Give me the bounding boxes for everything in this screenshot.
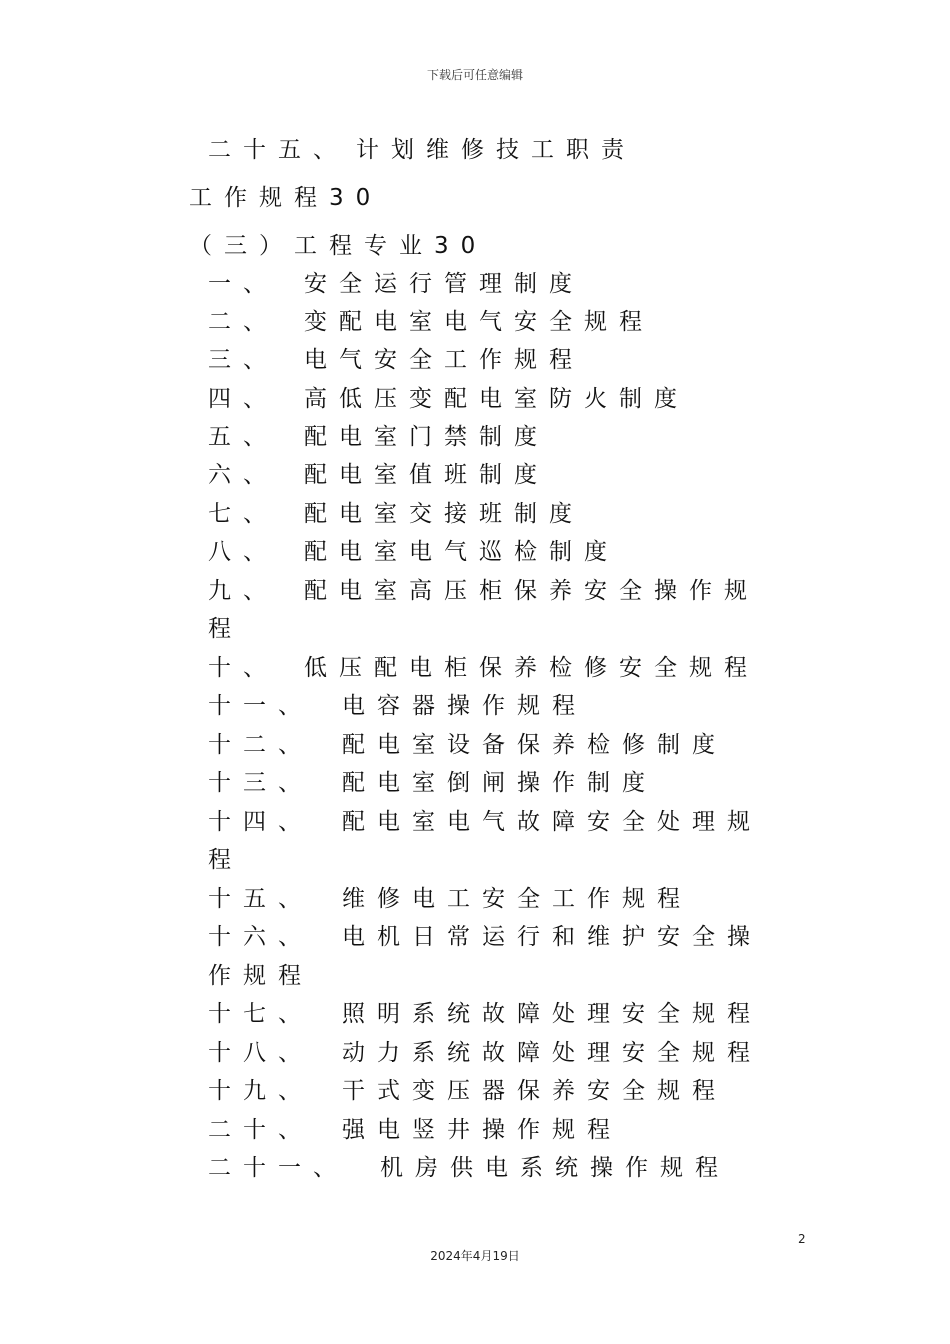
toc-title: 配电室设备保养检修制度	[342, 732, 727, 758]
toc-number: 十五、	[208, 886, 313, 912]
toc-entry	[208, 692, 587, 720]
toc-number: 一、	[208, 271, 278, 297]
toc-number: 十三、	[208, 770, 313, 796]
page-header: 下载后可任意编辑	[426, 68, 523, 82]
toc-number: 十七、	[208, 1001, 313, 1027]
toc-title: 配电室门禁制度	[304, 424, 549, 450]
toc-number: 十八、	[208, 1040, 313, 1066]
toc-number: 十二、	[208, 732, 313, 758]
toc-number: 三、	[208, 347, 278, 373]
toc-number: 十九、	[208, 1078, 313, 1104]
toc-number: 二、	[208, 309, 278, 335]
toc-title: 计划维修技工职责	[356, 137, 636, 163]
toc-title: 维修电工安全工作规程	[342, 886, 692, 912]
toc-entry	[208, 1039, 762, 1067]
toc-entry	[208, 1000, 762, 1028]
toc-title: 机房供电系统操作规程	[380, 1155, 730, 1181]
toc-number: 五、	[208, 424, 278, 450]
page-number: 2	[798, 1232, 806, 1246]
toc-number: 二十一、	[208, 1155, 348, 1181]
toc-title: 配电室倒闸操作制度	[342, 770, 657, 796]
toc-entry	[208, 461, 549, 489]
toc-title: 电机日常运行和维护安全操	[342, 924, 762, 950]
toc-entry	[208, 885, 692, 913]
toc-title: 配电室交接班制度	[304, 501, 584, 527]
toc-entry	[208, 385, 689, 413]
toc-title: 电容器操作规程	[342, 693, 587, 719]
toc-number: 十一、	[208, 693, 313, 719]
toc-title: 安全运行管理制度	[304, 271, 584, 297]
toc-section-heading: （三）工程专业30	[189, 233, 488, 259]
toc-entry	[208, 136, 636, 164]
page-footer-date: 2024年4月19日	[430, 1249, 520, 1263]
toc-entry	[208, 308, 654, 336]
toc-entry	[208, 808, 762, 836]
toc-title: 低压配电柜保养检修安全规程	[304, 655, 759, 681]
toc-number: 二十、	[208, 1117, 313, 1143]
toc-title: 高低压变配电室防火制度	[304, 386, 689, 412]
toc-title: 照明系统故障处理安全规程	[342, 1001, 762, 1027]
toc-entry	[208, 538, 619, 566]
toc-title: 电气安全工作规程	[304, 347, 584, 373]
toc-continuation: 工作规程30	[189, 185, 383, 211]
toc-title: 变配电室电气安全规程	[304, 309, 654, 335]
toc-entry	[208, 346, 584, 374]
toc-continuation: 程	[208, 616, 243, 642]
toc-entry	[208, 769, 657, 797]
toc-entry	[208, 423, 549, 451]
toc-continuation: 程	[208, 847, 243, 873]
toc-entry	[208, 270, 584, 298]
toc-title: 配电室电气巡检制度	[304, 539, 619, 565]
toc-number: 六、	[208, 462, 278, 488]
toc-entry	[208, 1154, 730, 1182]
toc-title: 配电室值班制度	[304, 462, 549, 488]
toc-title: 动力系统故障处理安全规程	[342, 1040, 762, 1066]
toc-title: 强电竖井操作规程	[342, 1117, 622, 1143]
toc-title: 配电室高压柜保养安全操作规	[304, 578, 759, 604]
toc-entry	[208, 731, 727, 759]
toc-entry	[208, 500, 584, 528]
toc-entry	[208, 923, 762, 951]
toc-entry	[208, 654, 759, 682]
toc-entry	[208, 1116, 622, 1144]
toc-entry	[208, 1077, 727, 1105]
toc-continuation: 作规程	[208, 963, 313, 989]
toc-number: 九、	[208, 578, 278, 604]
toc-number: 十四、	[208, 809, 313, 835]
toc-title: 配电室电气故障安全处理规	[342, 809, 762, 835]
toc-entry	[208, 577, 759, 605]
toc-title: 干式变压器保养安全规程	[342, 1078, 727, 1104]
toc-number: 八、	[208, 539, 278, 565]
toc-number: 二十五、	[208, 137, 348, 163]
toc-number: 十六、	[208, 924, 313, 950]
toc-number: 四、	[208, 386, 278, 412]
toc-number: 七、	[208, 501, 278, 527]
toc-number: 十、	[208, 655, 278, 681]
